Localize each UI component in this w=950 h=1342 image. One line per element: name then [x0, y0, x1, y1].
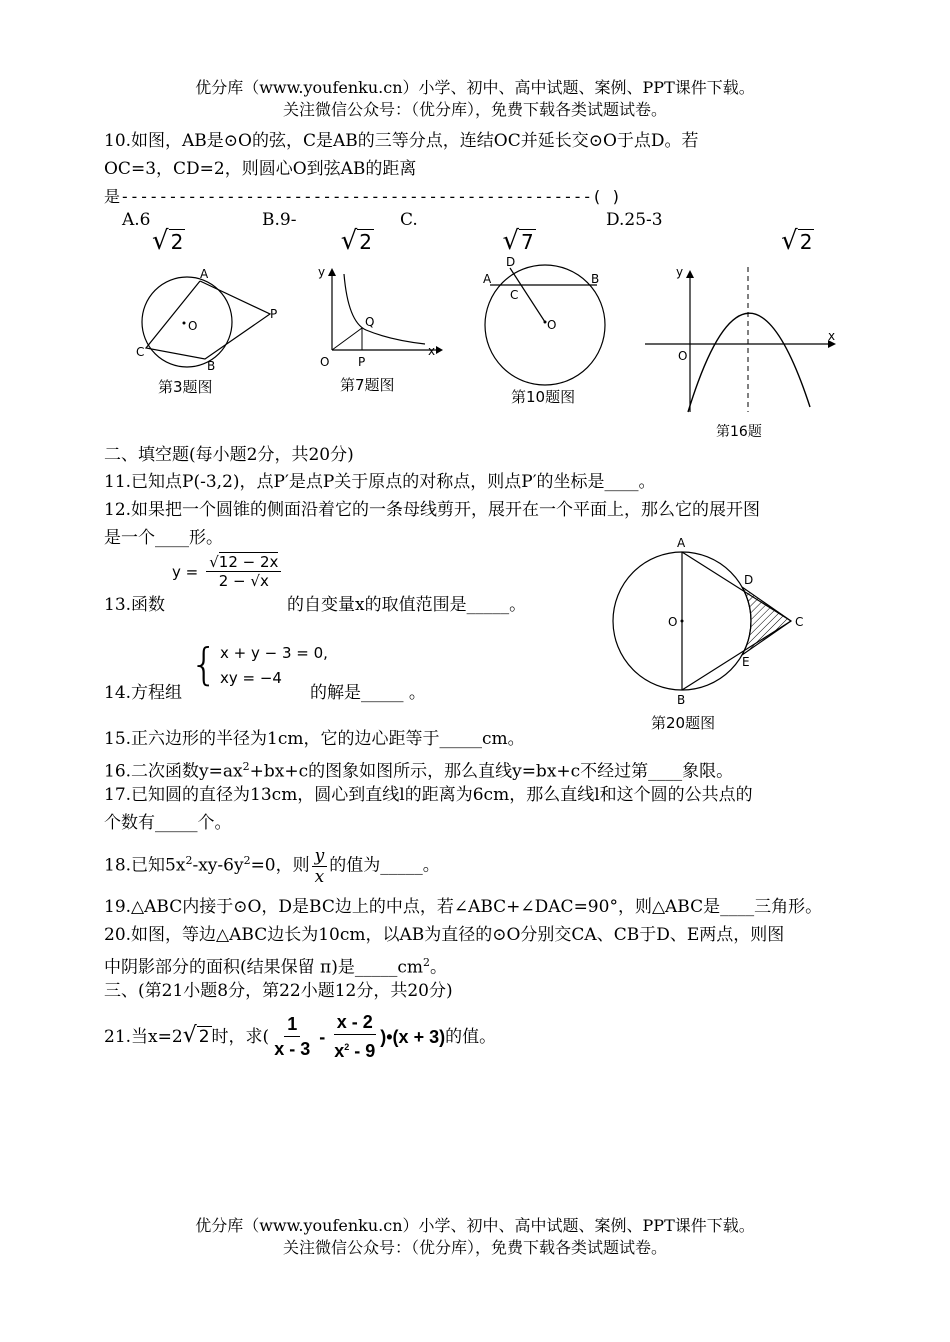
fig7-y-arrow	[328, 268, 336, 276]
q13-numerator-text: 12 − 2x	[218, 553, 279, 571]
fig10-label-d: D	[506, 255, 516, 269]
q19: 19.△ABC内接于⊙O，D是BC边上的中点，若∠ABC+∠DAC=90°，则△ABC是____三角形。	[104, 897, 823, 917]
q12-line-1: 12.如果把一个圆锥的侧面沿着它的一条母线剪开，展开在一个平面上，那么它的展开图	[104, 500, 761, 520]
q14-eq2: xy = −4	[220, 668, 282, 687]
q21	[104, 1010, 496, 1063]
section-2-title: 二、填空题(每小题2分，共20分)	[104, 445, 354, 465]
q21-f2-den	[331, 1035, 378, 1063]
fig20-label-d: D	[744, 573, 754, 587]
q14-brace: {	[190, 639, 218, 690]
header-line-2: 关注微信公众号：（优分库），免费下载各类试题试卷。	[282, 100, 667, 119]
fig16-caption: 第16题	[716, 424, 762, 440]
q12-line-2: 是一个____形。	[104, 528, 223, 548]
fig7-label-o: O	[320, 355, 330, 369]
q17-line-2: 个数有_____个。	[104, 813, 232, 833]
q16-sup: 2	[242, 760, 250, 773]
fig20-label-b: B	[677, 693, 686, 707]
q13-prefix: 13.函数	[104, 595, 166, 615]
q10-option-d-radical: √ 2	[781, 226, 813, 256]
q15: 15.正六边形的半径为1cm，它的边心距等于_____cm。	[104, 729, 525, 749]
fig10-label-c: C	[510, 288, 519, 302]
figure-16	[640, 262, 840, 442]
figure-20	[605, 532, 825, 737]
q21-f2-num: x - 2	[334, 1010, 376, 1035]
fig20-label-a: A	[677, 536, 686, 550]
q21-suffix: 的值。	[445, 1026, 497, 1047]
q21-f2-den-b: - 9	[349, 1041, 376, 1061]
q21-f2-den-sup: 2	[344, 1042, 350, 1052]
figure-7	[310, 262, 445, 397]
fig10-label-a: A	[483, 272, 492, 286]
q10-option-b: B.9-	[262, 210, 297, 230]
fig3-label-p: P	[270, 307, 278, 321]
q10-line-3: 是-------------------------------------------------( )	[104, 187, 621, 206]
q10-option-a-radical: √ 2	[152, 226, 184, 256]
fig10-label-o: O	[547, 318, 557, 332]
q16-text-a: 16.二次函数y=ax	[104, 761, 243, 782]
fig7-hyperbola	[344, 274, 425, 344]
q21-f1-den: x - 3	[274, 1039, 311, 1059]
q20-line-2-b: 。	[429, 957, 447, 978]
q21-fraction-1	[271, 1012, 313, 1061]
section-3-title: 三、(第21小题8分，第22小题12分，共20分)	[104, 981, 453, 1001]
fig3-lines	[146, 281, 270, 359]
q21-fraction-2	[331, 1010, 378, 1063]
figure-3	[130, 262, 290, 402]
fig20-label-c: C	[795, 615, 804, 629]
q18-text-c: =0，则	[250, 855, 310, 876]
q13-suffix: 的自变量x的取值范围是_____。	[287, 595, 527, 615]
q18-text-b: -xy-6y	[192, 855, 244, 876]
q13-denominator: 2 − √x	[218, 572, 269, 590]
q13-denominator-a: 2 −	[218, 572, 246, 590]
fig3-label-c: C	[136, 345, 145, 359]
fig20-label-e: E	[742, 655, 750, 669]
q10-option-b-radical: √ 2	[340, 226, 373, 256]
fig3-caption: 第3题图	[158, 378, 213, 396]
fig3-label-b: B	[207, 359, 216, 373]
fig10-circle	[485, 265, 605, 385]
fig20-shaded-region	[742, 587, 791, 655]
fig7-label-y: y	[318, 265, 326, 279]
fig16-y-arrow	[686, 270, 694, 278]
q20-line-2-sup: 2	[422, 956, 430, 969]
q10-option-a-radicand: 2	[170, 230, 184, 254]
fig16-label-o: O	[678, 349, 688, 363]
q14-system	[190, 640, 328, 690]
fig3-label-o: O	[188, 319, 198, 333]
q16-text-b: +bx+c的图象如图所示，那么直线y=bx+c不经过第____象限。	[249, 761, 734, 782]
q16	[104, 756, 733, 783]
q18	[104, 838, 440, 889]
q20-line-1: 20.如图，等边△ABC边长为10cm，以AB为直径的⊙O分别交CA、CB于D、E两点，则图	[104, 925, 785, 945]
fig3-circle	[142, 277, 232, 367]
q18-text-a: 18.已知5x	[104, 855, 186, 876]
fig10-label-b: B	[591, 272, 600, 286]
q20-line-2-a: 中阴影部分的面积(结果保留 π)是_____cm	[104, 957, 423, 978]
fig3-center	[183, 322, 186, 325]
fig20-center	[681, 620, 684, 623]
q14-eq1: x + y − 3 = 0,	[220, 643, 328, 662]
q10-option-c-radical: √ 7	[502, 226, 534, 256]
fig20-label-o: O	[668, 615, 678, 629]
q13-denominator-b: x	[259, 572, 269, 590]
fig7-segment-oq	[332, 328, 362, 350]
fig16-parabola	[688, 313, 810, 412]
figure-10	[475, 250, 620, 410]
q10-option-d: D.25-3	[606, 210, 663, 230]
footer-line-1: 优分库（www.youfenku.cn）小学、初中、高中试题、案例、PPT课件下载。	[195, 1216, 755, 1235]
q10-option-a: A.6	[122, 210, 151, 230]
q21-close: )•(x + 3)	[380, 1026, 446, 1047]
fig16-label-y: y	[676, 265, 684, 279]
q10-option-c: C.	[400, 210, 418, 230]
q10-option-d-radicand: 2	[799, 230, 813, 254]
fig7-caption: 第7题图	[340, 376, 395, 394]
fig16-label-x: x	[828, 329, 836, 343]
q18-sup-1: 2	[185, 854, 193, 867]
q21-prefix: 21.当x=2	[104, 1026, 183, 1047]
footer-line-2: 关注微信公众号：（优分库），免费下载各类试题试卷。	[282, 1238, 667, 1257]
q13-formula	[172, 553, 283, 590]
q10-option-b-radicand: 2	[359, 230, 373, 254]
q18-sup-2: 2	[243, 854, 251, 867]
fig7-label-x: x	[428, 344, 436, 358]
header-line-1: 优分库（www.youfenku.cn）小学、初中、高中试题、案例、PPT课件下载。	[195, 78, 755, 97]
fig3-label-a: A	[200, 267, 209, 281]
fig7-label-p: P	[358, 355, 366, 369]
q18-text-d: 的值为_____。	[329, 855, 440, 876]
q21-mid: 时，求(	[211, 1026, 270, 1047]
q11: 11.已知点P(-3,2)，点P′是点P关于原点的对称点，则点P′的坐标是____。	[104, 472, 656, 492]
q21-f1-num: 1	[284, 1012, 300, 1037]
q14-suffix: 的解是_____ 。	[310, 683, 426, 703]
fig7-label-q: Q	[365, 315, 375, 329]
q13-y-eq: y =	[172, 562, 199, 581]
q10-line-1: 10.如图，AB是⊙O的弦，C是AB的三等分点，连结OC并延长交⊙O于点D。若	[104, 131, 699, 151]
q18-frac-den: x	[314, 866, 325, 887]
fig7-x-arrow	[436, 346, 443, 354]
q21-minus: -	[319, 1026, 326, 1047]
q21-radical: √ 2	[182, 1023, 210, 1048]
q18-frac-num: y	[312, 846, 328, 867]
fig10-caption: 第10题图	[511, 388, 576, 406]
q18-fraction	[312, 846, 328, 887]
q17-line-1: 17.已知圆的直径为13cm，圆心到直线l的距离为6cm，那么直线l和这个圆的公共点的	[104, 785, 753, 805]
fig20-caption: 第20题图	[651, 714, 716, 732]
q13-numerator: √12 − 2x	[206, 553, 281, 572]
q10-option-c-radicand: 7	[521, 230, 534, 254]
q14-prefix: 14.方程组	[104, 683, 183, 703]
q21-f2-den-a: x	[334, 1041, 345, 1061]
q21-radicand: 2	[198, 1027, 210, 1047]
q10-line-2: OC=3，CD=2，则圆心O到弦AB的距离	[104, 159, 417, 179]
q20-line-2	[104, 952, 447, 979]
